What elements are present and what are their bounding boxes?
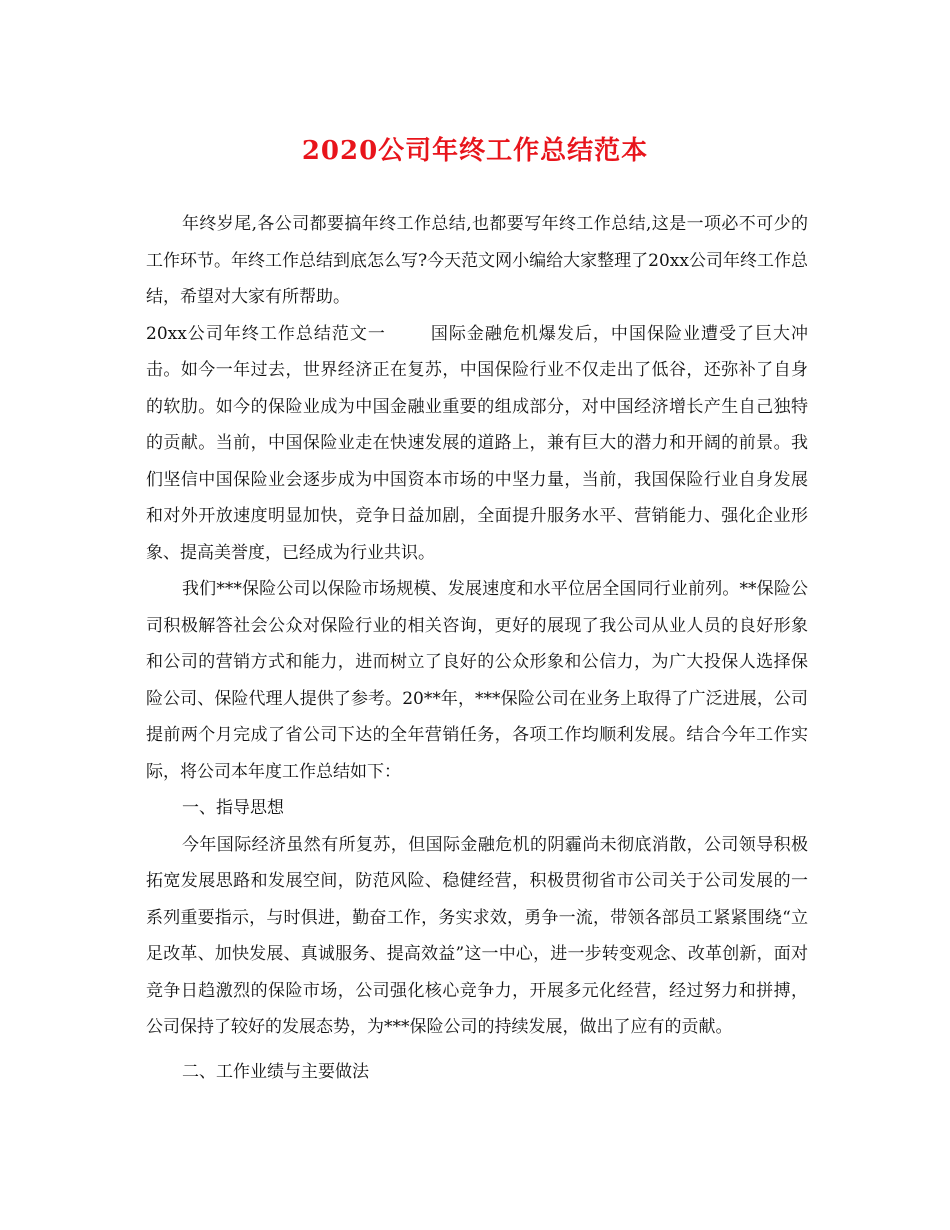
document-title: 2020公司年终工作总结范本 — [301, 136, 649, 166]
section-heading-2: 二、工作业绩与主要做法 — [182, 1061, 369, 1082]
guiding-thought-paragraph: 今年国际经济虽然有所复苏，但国际金融危机的阴霾尚未彻底消散，公司领导积极拓宽发展思路和发展空间，防范风险、稳健经营，积极贯彻省市公司关于公司发展的一系列重要指示，与时俱进，勤奋工作，务实求效，勇争一流，带领各部员工紧紧围绕“立足改革、加快发展、真诚服务、提高效益”这一中心，进一步转变观念、改革创新，面对竞争日趋激烈的保险市场，公司强化核心竞争力，开展多元化经营，经过努力和拼搏，公司保持了较好的发展态势，为***保险公司的持续发展，做出了应有的贡献。 — [146, 834, 808, 1037]
sample-paragraph — [146, 316, 808, 572]
intro-paragraph: 年终岁尾,各公司都要搞年终工作总结,也都要写年终工作总结,这是一项必不可少的工作环节。年终工作总结到底怎么写?今天范文网小编给大家整理了20xx公司年终工作总结，希望对大家有所帮助。 — [146, 214, 808, 307]
section-heading-1: 一、指导思想 — [182, 798, 284, 818]
sample-heading: 20xx公司年终工作总结范文一 — [146, 323, 386, 344]
company-paragraph: 我们***保险公司以保险市场规模、发展速度和水平位居全国同行业前列。**保险公司积极解答社会公众对保险行业的相关咨询，更好的展现了我公司从业人员的良好形象和公司的营销方式和能力，进而树立了良好的公众形象和公信力，为广大投保人选择保险公司、保险代理人提供了参考。20**年，***保险公司在业务上取得了广泛进展，公司提前两个月完成了省公司下达的全年营销任务，各项工作均顺利发展。结合今年工作实际，将公司本年度工作总结如下： — [146, 579, 808, 782]
document-body — [146, 206, 808, 1090]
sample-text: 国际金融危机爆发后，中国保险业遭受了巨大冲击。如今一年过去，世界经济正在复苏，中国保险行业不仅走出了低谷，还弥补了自身的软肋。如今的保险业成为中国金融业重要的组成部分，对中国经济增长产生自己独特的贡献。当前，中国保险业走在快速发展的道路上，兼有巨大的潜力和开阔的前景。我们坚信中国保险业会逐步成为中国资本市场的中坚力量，当前，我国保险行业自身发展和对外开放速度明显加快，竞争日益加剧，全面提升服务水平、营销能力、强化企业形象、提高美誉度，已经成为行业共识。 — [146, 323, 808, 563]
